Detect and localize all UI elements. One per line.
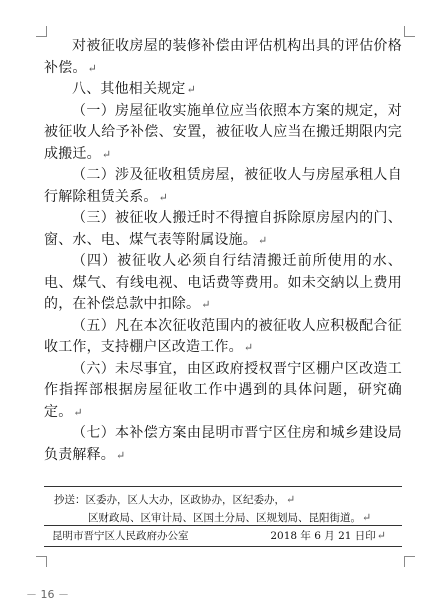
divider — [44, 525, 402, 526]
body-paragraph: （七）本补偿方案由昆明市晋宁区住房和城乡建设局负责解释。↵ — [44, 425, 402, 463]
page-number: － 16 － — [26, 588, 69, 601]
body-paragraph: （二）涉及征收租赁房屋，被征收人与房屋承租人自行解除租赁关系。↵ — [44, 167, 402, 205]
margin-corner-mark — [404, 26, 415, 37]
body-paragraph: 对被征收房屋的装修补偿由评估机构出具的评估价格补偿。↵ — [44, 38, 402, 76]
paragraph-mark-icon: ↵ — [73, 405, 83, 419]
print-date: 2018 年 6 月 21 日印↵ — [270, 529, 386, 542]
paragraph-mark-icon: ↵ — [101, 147, 112, 161]
paragraph-mark-icon: ↵ — [376, 529, 386, 542]
margin-corner-mark — [36, 556, 47, 567]
divider — [44, 546, 402, 547]
distribution-list — [54, 491, 404, 527]
section-heading: 八、其他相关规定↵ — [72, 81, 197, 97]
paragraph-mark-icon: ↵ — [286, 493, 296, 506]
paragraph-mark-icon: ↵ — [87, 61, 98, 75]
document-body — [44, 36, 402, 466]
body-paragraph: （四）被征收人必须自行结清搬迁前所使用的水、电、煤气、有线电视、电话费等费用。如未交納以上费用的，在补偿总款中扣除。↵ — [44, 253, 402, 312]
paragraph-mark-icon: ↵ — [362, 511, 372, 524]
distribution-line: 区财政局、区审计局、区国土分局、区规划局、昆阳街道。↵ — [88, 511, 372, 524]
paragraph-mark-icon: ↵ — [201, 298, 211, 311]
margin-corner-mark — [404, 556, 415, 567]
body-paragraph: （六）未尽事宜，由区政府授权晋宁区棚户区改造工作指挥部根据房屋征收工作中遇到的具体问题，研究确定。↵ — [44, 360, 402, 420]
body-paragraph: （一）房屋征收实施单位应当依照本方案的规定，对被征收人给予补偿、安置，被征收人应当在搬迁期限内完成搬迁。↵ — [44, 102, 402, 162]
body-paragraph: （五）凡在本次征收范围内的被征收人应积极配合征收工作，支持棚户区改造工作。↵ — [44, 317, 402, 355]
divider — [44, 486, 402, 487]
paragraph-mark-icon: ↵ — [186, 83, 197, 96]
distribution-line: 抄送：区委办，区人大办，区政协办，区纪委办，↵ — [54, 493, 296, 506]
paragraph-mark-icon: ↵ — [243, 341, 254, 354]
paragraph-mark-icon: ↵ — [258, 233, 268, 247]
paragraph-mark-icon: ↵ — [116, 448, 126, 462]
body-paragraph: （三）被征收人搬迁时不得擅自拆除原房屋内的门、窗、水、电、煤气表等附属设施。↵ — [44, 210, 402, 248]
paragraph-mark-icon: ↵ — [158, 190, 169, 204]
issuer-name: 昆明市晋宁区人民政府办公室 — [52, 530, 189, 542]
